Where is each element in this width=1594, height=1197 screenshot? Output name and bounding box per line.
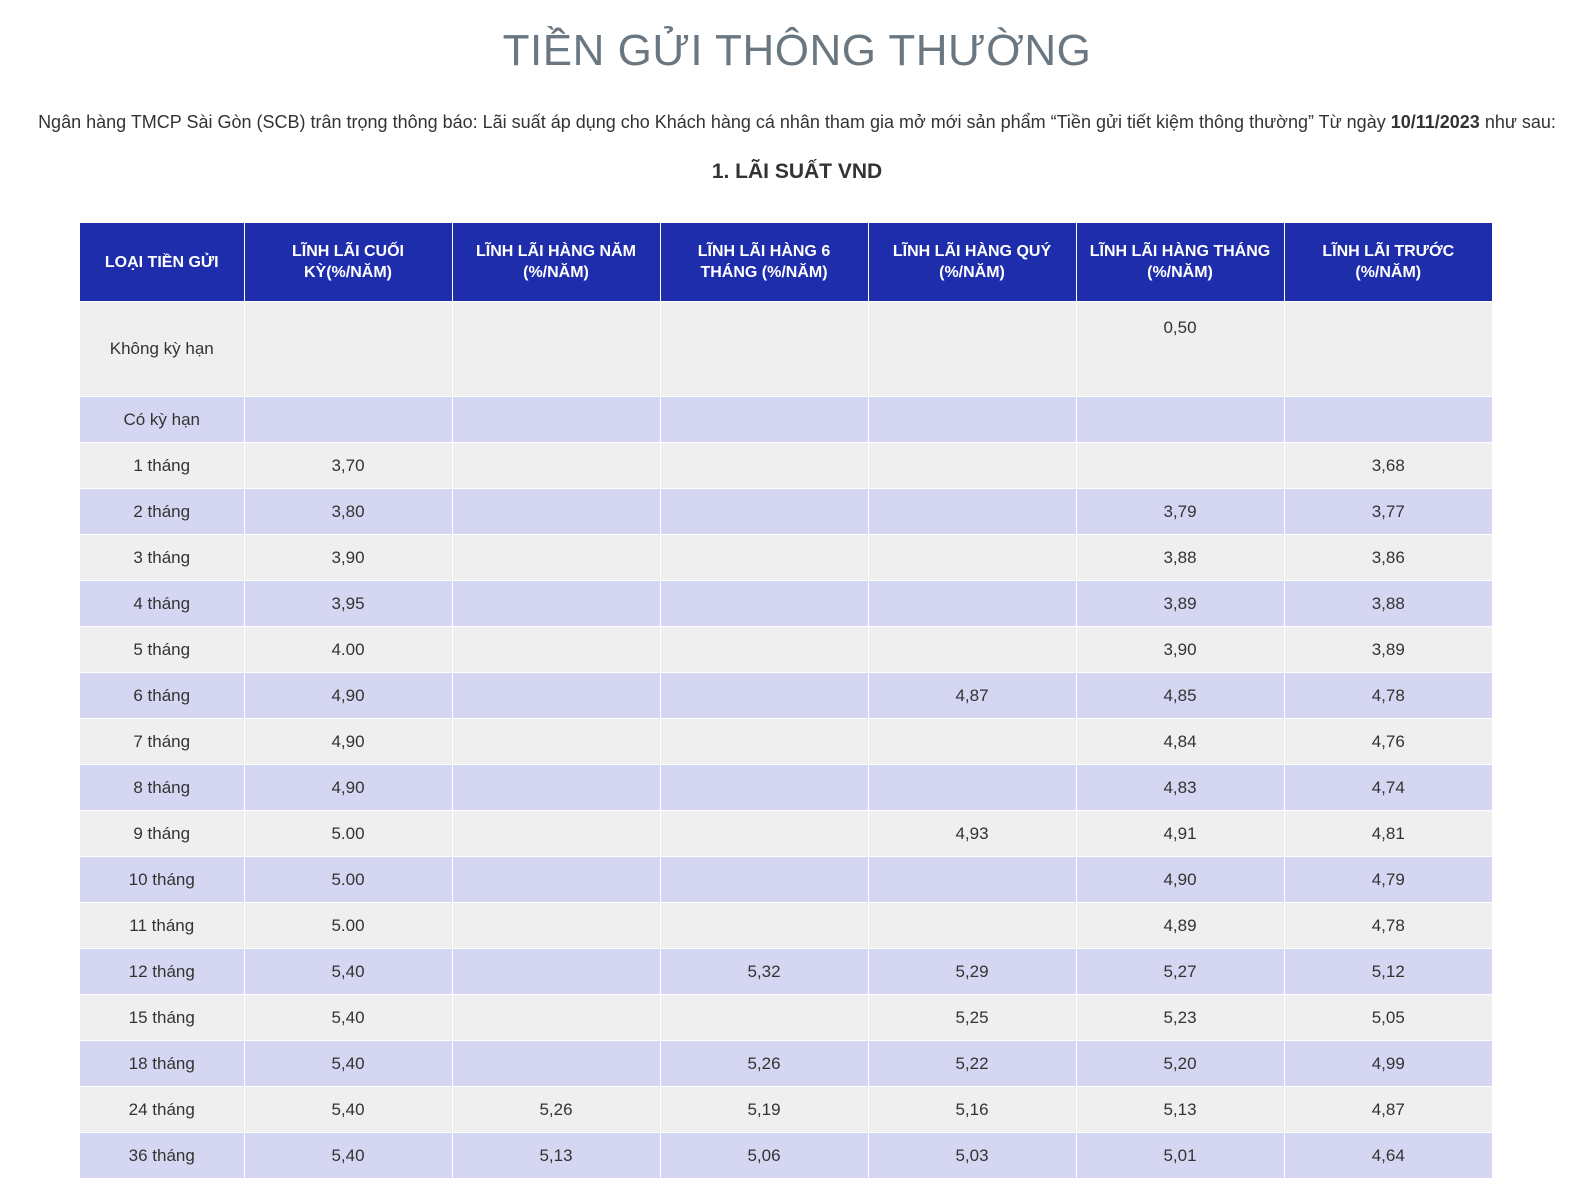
table-row xyxy=(80,995,1492,1041)
rate-cell xyxy=(452,581,660,627)
rate-cell xyxy=(452,719,660,765)
rate-cell: 5,01 xyxy=(1076,1133,1284,1179)
rate-cell: 5,40 xyxy=(244,995,452,1041)
rate-cell xyxy=(660,397,868,443)
rate-cell: 3,80 xyxy=(244,489,452,535)
term-cell: 24 tháng xyxy=(80,1087,244,1133)
rate-cell: 5,19 xyxy=(660,1087,868,1133)
rate-cell: 5,16 xyxy=(868,1087,1076,1133)
rate-cell: 4,90 xyxy=(244,765,452,811)
rate-cell: 4,90 xyxy=(1076,857,1284,903)
rate-cell: 4,93 xyxy=(868,811,1076,857)
rate-cell: 4,83 xyxy=(1076,765,1284,811)
rate-cell: 5,23 xyxy=(1076,995,1284,1041)
rate-cell xyxy=(452,1041,660,1087)
column-header: LĨNH LÃI HÀNG THÁNG (%/NĂM) xyxy=(1076,223,1284,302)
rate-cell: 3,88 xyxy=(1076,535,1284,581)
rate-cell: 5,13 xyxy=(1076,1087,1284,1133)
rate-cell xyxy=(452,302,660,397)
rate-cell xyxy=(452,765,660,811)
column-header: LĨNH LÃI HÀNG QUÝ (%/NĂM) xyxy=(868,223,1076,302)
rate-cell xyxy=(452,489,660,535)
rate-cell xyxy=(868,765,1076,811)
rate-cell: 4,84 xyxy=(1076,719,1284,765)
table-row xyxy=(80,765,1492,811)
term-cell: Có kỳ hạn xyxy=(80,397,244,443)
rate-cell xyxy=(1284,397,1492,443)
section-title: 1. LÃI SUẤT VND xyxy=(711,160,883,183)
rate-cell: 0,50 xyxy=(1076,302,1284,397)
rate-cell: 5,40 xyxy=(244,1041,452,1087)
rate-cell xyxy=(868,443,1076,489)
intro-text: Ngân hàng TMCP Sài Gòn (SCB) trân trọng thông báo: Lãi suất áp dụng cho Khách hàng cá nhân tham gia mở mới sản phẩm “Tiền gửi tiết kiệm thông thường” Từ ngày xyxy=(38,112,1391,132)
rate-cell xyxy=(244,302,452,397)
rate-cell: 4,85 xyxy=(1076,673,1284,719)
rate-cell: 3,79 xyxy=(1076,489,1284,535)
column-header: LĨNH LÃI HÀNG 6 THÁNG (%/NĂM) xyxy=(660,223,868,302)
term-cell: 3 tháng xyxy=(80,535,244,581)
rate-cell xyxy=(660,719,868,765)
term-cell: 8 tháng xyxy=(80,765,244,811)
term-cell: 10 tháng xyxy=(80,857,244,903)
rate-cell: 3,95 xyxy=(244,581,452,627)
table-row xyxy=(80,489,1492,535)
rate-cell: 3,70 xyxy=(244,443,452,489)
rate-cell: 4,91 xyxy=(1076,811,1284,857)
rate-cell: 3,90 xyxy=(1076,627,1284,673)
term-cell: 4 tháng xyxy=(80,581,244,627)
table-row xyxy=(80,949,1492,995)
rate-cell: 5,40 xyxy=(244,1133,452,1179)
rate-cell xyxy=(452,857,660,903)
table-row xyxy=(80,443,1492,489)
rate-cell xyxy=(868,719,1076,765)
term-cell: Không kỳ hạn xyxy=(80,302,244,397)
rate-cell: 5,32 xyxy=(660,949,868,995)
rate-cell xyxy=(452,443,660,489)
rate-cell: 4,76 xyxy=(1284,719,1492,765)
rate-cell: 4,90 xyxy=(244,673,452,719)
rate-cell: 5,13 xyxy=(452,1133,660,1179)
rate-cell xyxy=(660,857,868,903)
rate-cell xyxy=(660,581,868,627)
rate-cell: 4,90 xyxy=(244,719,452,765)
rate-cell xyxy=(868,489,1076,535)
rate-cell xyxy=(452,535,660,581)
term-cell: 36 tháng xyxy=(80,1133,244,1179)
column-header: LĨNH LÃI CUỐI KỲ(%/NĂM) xyxy=(244,223,452,302)
term-cell: 1 tháng xyxy=(80,443,244,489)
rate-cell: 5,40 xyxy=(244,1087,452,1133)
rate-cell: 5,26 xyxy=(452,1087,660,1133)
rate-cell: 4,81 xyxy=(1284,811,1492,857)
rate-cell: 5,26 xyxy=(660,1041,868,1087)
rate-cell xyxy=(452,627,660,673)
rate-cell xyxy=(452,903,660,949)
rate-cell: 4,99 xyxy=(1284,1041,1492,1087)
rate-cell: 4,79 xyxy=(1284,857,1492,903)
rate-cell xyxy=(868,581,1076,627)
rate-cell xyxy=(868,627,1076,673)
rate-cell xyxy=(660,903,868,949)
rate-cell xyxy=(452,995,660,1041)
intro-date: 10/11/2023 xyxy=(1390,112,1480,132)
rate-cell xyxy=(660,535,868,581)
rate-cell xyxy=(452,673,660,719)
table-row xyxy=(80,302,1492,397)
rate-cell: 5,05 xyxy=(1284,995,1492,1041)
rate-cell xyxy=(660,673,868,719)
intro-text-end: như sau: xyxy=(1479,112,1556,132)
rate-cell: 5.00 xyxy=(244,811,452,857)
rate-cell: 5,40 xyxy=(244,949,452,995)
rate-cell: 4,74 xyxy=(1284,765,1492,811)
rate-cell xyxy=(660,443,868,489)
column-header: LĨNH LÃI TRƯỚC (%/NĂM) xyxy=(1284,223,1492,302)
rate-cell xyxy=(660,627,868,673)
intro-paragraph xyxy=(0,112,1594,133)
rate-cell xyxy=(452,811,660,857)
rate-cell: 4,64 xyxy=(1284,1133,1492,1179)
rate-cell xyxy=(868,302,1076,397)
rate-cell xyxy=(1284,302,1492,397)
table-row xyxy=(80,719,1492,765)
rate-cell xyxy=(660,995,868,1041)
table-row xyxy=(80,903,1492,949)
rate-cell xyxy=(1076,397,1284,443)
rate-cell: 5.00 xyxy=(244,903,452,949)
term-cell: 18 tháng xyxy=(80,1041,244,1087)
rate-cell: 4.00 xyxy=(244,627,452,673)
term-cell: 12 tháng xyxy=(80,949,244,995)
rate-cell xyxy=(868,397,1076,443)
table-header-row xyxy=(80,223,1492,302)
term-cell: 5 tháng xyxy=(80,627,244,673)
table-row xyxy=(80,581,1492,627)
rate-cell: 5,06 xyxy=(660,1133,868,1179)
rate-cell xyxy=(660,811,868,857)
rate-cell: 3,86 xyxy=(1284,535,1492,581)
rate-cell: 5,27 xyxy=(1076,949,1284,995)
rate-cell: 3,77 xyxy=(1284,489,1492,535)
term-cell: 2 tháng xyxy=(80,489,244,535)
rate-cell: 5,20 xyxy=(1076,1041,1284,1087)
rate-cell: 5,03 xyxy=(868,1133,1076,1179)
rate-cell: 3,89 xyxy=(1284,627,1492,673)
rate-cell xyxy=(1076,443,1284,489)
table-row xyxy=(80,857,1492,903)
rate-cell: 4,89 xyxy=(1076,903,1284,949)
rate-cell xyxy=(868,857,1076,903)
rate-cell: 3,89 xyxy=(1076,581,1284,627)
table-row xyxy=(80,535,1492,581)
term-cell: 6 tháng xyxy=(80,673,244,719)
page-title: TIỀN GỬI THÔNG THƯỜNG xyxy=(502,26,1092,75)
term-cell: 9 tháng xyxy=(80,811,244,857)
table-row xyxy=(80,397,1492,443)
rate-cell: 4,78 xyxy=(1284,903,1492,949)
rate-cell xyxy=(660,302,868,397)
rate-cell: 3,90 xyxy=(244,535,452,581)
table-row xyxy=(80,811,1492,857)
interest-rate-table xyxy=(80,223,1492,1178)
table-row xyxy=(80,1041,1492,1087)
column-header: LĨNH LÃI HÀNG NĂM (%/NĂM) xyxy=(452,223,660,302)
table-row xyxy=(80,1133,1492,1179)
rate-cell: 4,87 xyxy=(868,673,1076,719)
rate-cell xyxy=(660,489,868,535)
rate-cell: 4,87 xyxy=(1284,1087,1492,1133)
rate-cell: 5,12 xyxy=(1284,949,1492,995)
rate-cell xyxy=(244,397,452,443)
term-cell: 7 tháng xyxy=(80,719,244,765)
rate-cell: 3,68 xyxy=(1284,443,1492,489)
term-cell: 15 tháng xyxy=(80,995,244,1041)
rate-cell: 4,78 xyxy=(1284,673,1492,719)
table-body xyxy=(80,302,1492,1179)
term-cell: 11 tháng xyxy=(80,903,244,949)
rate-cell: 5.00 xyxy=(244,857,452,903)
column-header: LOẠI TIỀN GỬI xyxy=(80,223,244,302)
rate-cell xyxy=(868,903,1076,949)
rate-cell: 5,29 xyxy=(868,949,1076,995)
rate-cell xyxy=(660,765,868,811)
rate-cell xyxy=(452,397,660,443)
rate-cell: 5,22 xyxy=(868,1041,1076,1087)
rate-cell: 3,88 xyxy=(1284,581,1492,627)
rate-cell: 5,25 xyxy=(868,995,1076,1041)
table-row xyxy=(80,1087,1492,1133)
rate-cell xyxy=(868,535,1076,581)
table-row xyxy=(80,673,1492,719)
table-row xyxy=(80,627,1492,673)
rate-cell xyxy=(452,949,660,995)
